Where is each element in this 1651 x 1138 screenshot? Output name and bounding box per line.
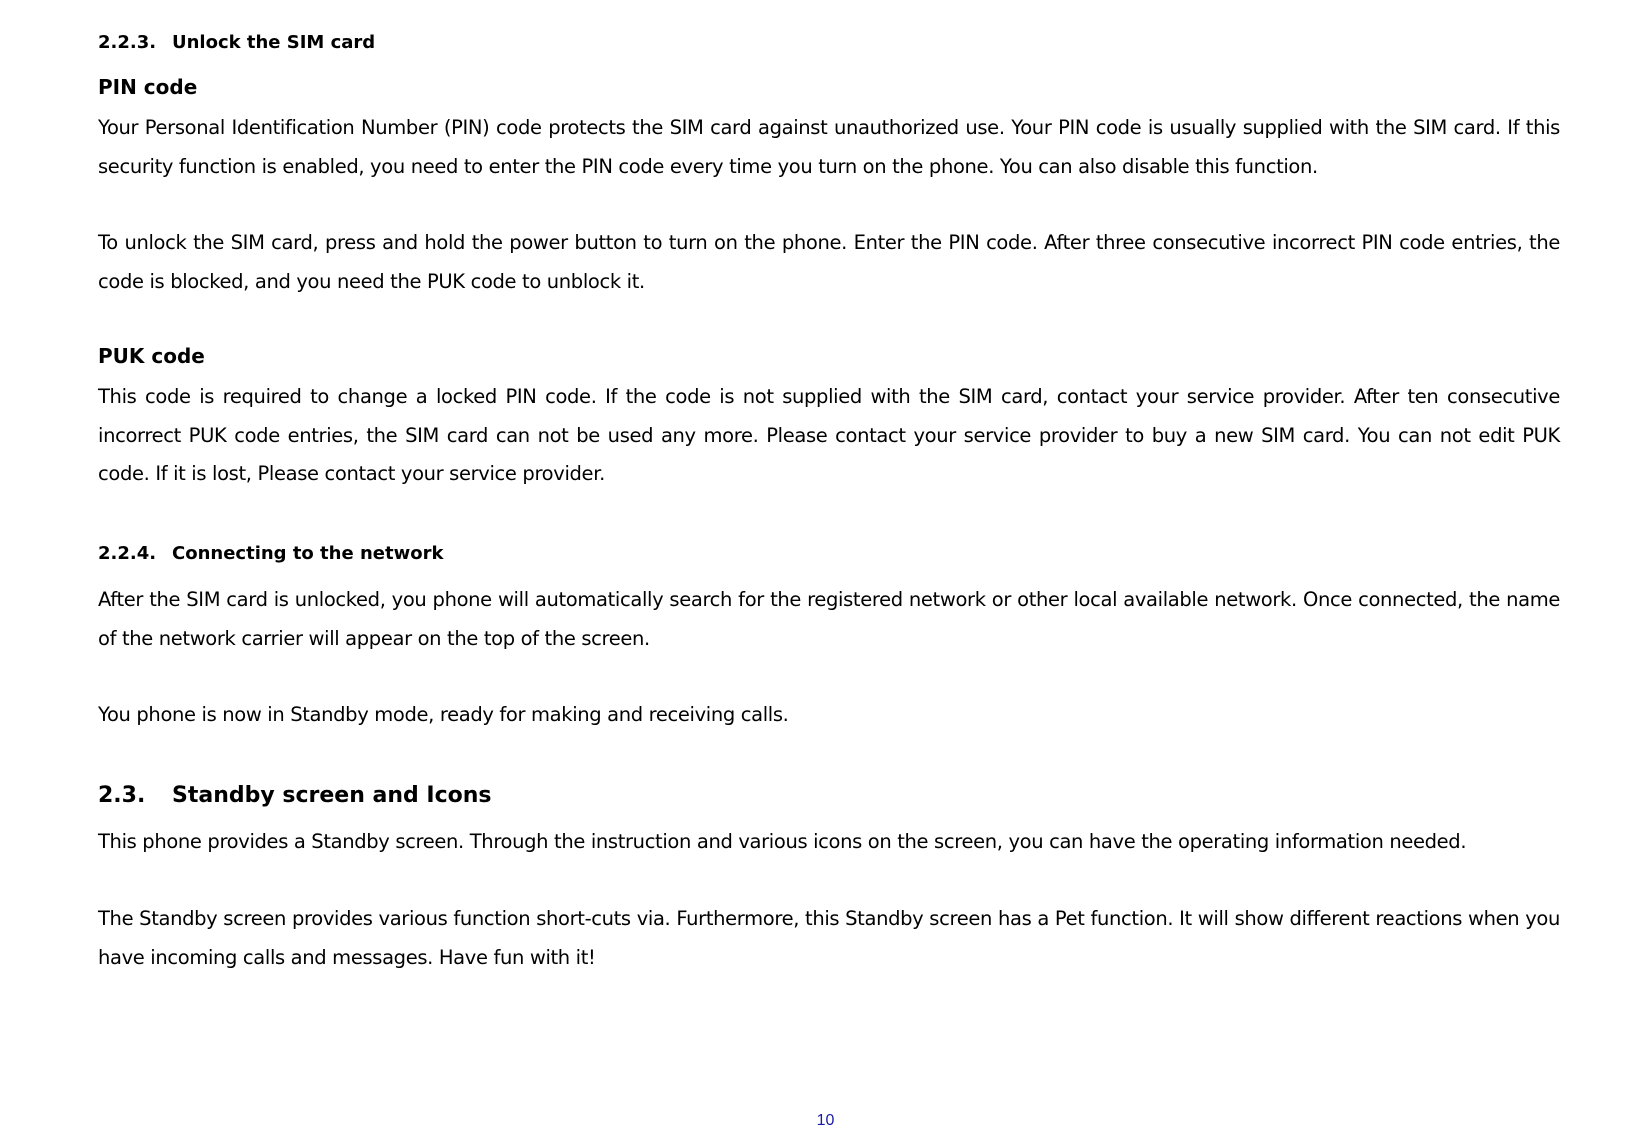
section-title: Connecting to the network [172,543,444,564]
puk-code-heading: PUK code [98,344,205,368]
puk-code-paragraph: This code is required to change a locked PIN code. If the code is not supplied with the SIM card, contact your service provider. After ten consecutive incorrect PUK code entries, the SIM card can not be used any more. Please contact your service provider to buy a new SIM card. You can not edit PUK code. If it is lost, Please contact your service provider. [98,385,1560,485]
standby-paragraph-2: The Standby screen provides various function short-cuts via. Furthermore, this Standby screen has a Pet function. It will show different reactions when you have incoming calls and messages. Have fun with it! [98,907,1560,969]
section-title: Unlock the SIM card [172,32,376,53]
pin-code-paragraph-2: To unlock the SIM card, press and hold the power button to turn on the phone. Enter the PIN code. After three consecutive incorrect PIN code entries, the code is blocked, and you need the PUK code to unblock it. [98,231,1560,293]
section-number: 2.2.4. [98,543,157,564]
section-number: 2.3. [98,783,146,808]
section-heading-2-2-4 [98,543,443,564]
network-paragraph-2: You phone is now in Standby mode, ready for making and receiving calls. [98,703,789,726]
pin-code-heading: PIN code [98,75,198,99]
page-number: 10 [816,1112,835,1129]
network-paragraph-1: After the SIM card is unlocked, you phone will automatically search for the registered network or other local available network. Once connected, the name of the network carrier will appear on the top of the screen. [98,588,1560,650]
section-heading-2-3 [98,783,492,808]
section-title: Standby screen and Icons [172,783,492,808]
standby-paragraph-1: This phone provides a Standby screen. Through the instruction and various icons on the screen, you can have the operating information needed. [98,830,1467,853]
section-number: 2.2.3. [98,32,157,53]
section-heading-2-2-3 [98,32,375,53]
pin-code-paragraph-1: Your Personal Identification Number (PIN) code protects the SIM card against unauthorized use. Your PIN code is usually supplied with the SIM card. If this security function is enabled, you need to enter the PIN code every time you turn on the phone. You can also disable this function. [98,116,1560,178]
